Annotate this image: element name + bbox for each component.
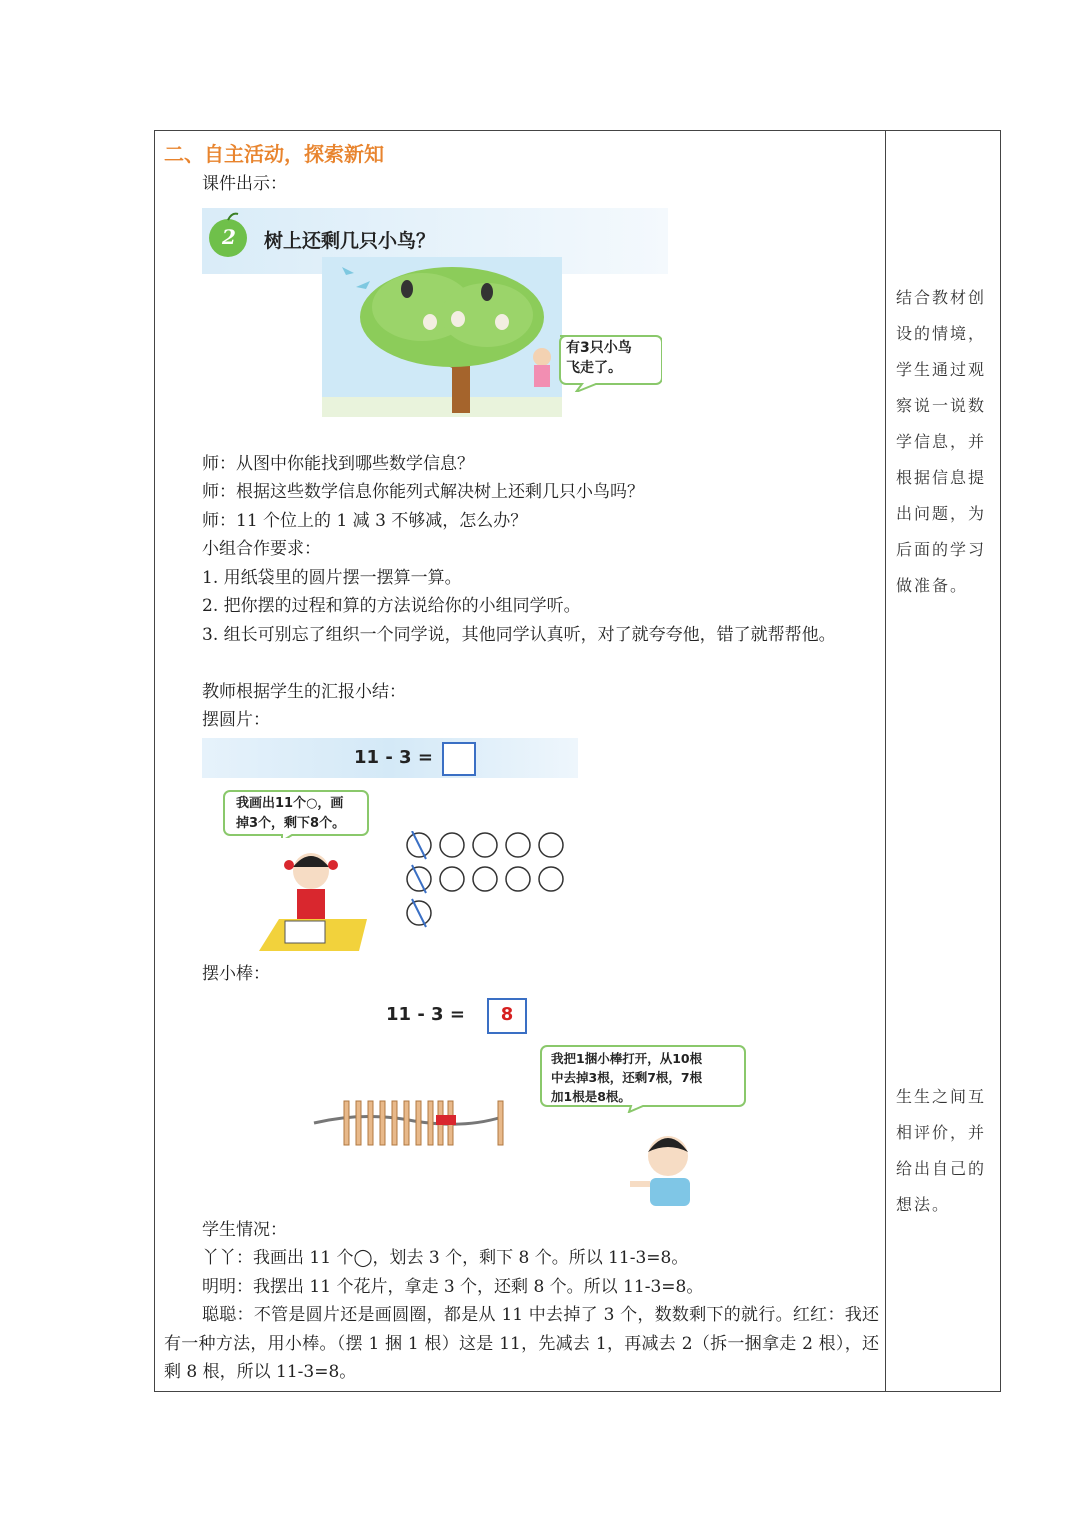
- answer-box: [443, 743, 475, 775]
- courseware-intro: 课件出示：: [202, 174, 287, 194]
- student-line: 丫丫：我画出 11 个◯，划去 3 个，剩下 8 个。所以 11-3=8。: [202, 1248, 689, 1268]
- boy-illustration: [626, 1128, 706, 1208]
- group-title: 小组合作要求：: [202, 539, 321, 559]
- circles-grid: [404, 831, 569, 931]
- method1-label: 摆圆片：: [202, 710, 270, 730]
- group-step: 2. 把你摆的过程和算的方法说给你的小组同学听。: [202, 596, 581, 616]
- note-line: 学信息，并: [896, 432, 987, 451]
- equation-banner: [202, 738, 578, 778]
- bubble-line: 飞走了。: [566, 360, 622, 376]
- problem-question: 树上还剩几只小鸟？: [264, 230, 436, 252]
- bubble-line: 加1根是8根。: [551, 1089, 631, 1104]
- answer-value: 8: [500, 1004, 514, 1025]
- student-paragraph: 聪聪：不管是圆片还是画圆圈，都是从 11 中去掉了 3 个，数数剩下的就行。红红：我还有一种方法，用小棒。（摆 1 捆 1 根）这是 11，先减去 1，再减去 2（拆一捆拿走 2 根），还剩 8 根，所以 11-3=8。: [164, 1305, 879, 1382]
- section-title: 二、自主活动，探索新知: [164, 142, 384, 166]
- equation-text: 11 - 3 =: [354, 747, 433, 768]
- speech-bubble-sticks: [539, 1043, 749, 1113]
- student-line: 明明：我摆出 11 个花片，拿走 3 个，还剩 8 个。所以 11-3=8。: [202, 1277, 704, 1297]
- bubble-line: 我画出11个○，画: [236, 796, 344, 811]
- problem-number: 2: [222, 225, 236, 249]
- teacher-question: 师：根据这些数学信息你能列式解决树上还剩几只小鸟吗？: [202, 482, 644, 502]
- side-note-2: [896, 1079, 996, 1223]
- teacher-question: 师：从图中你能找到哪些数学信息？: [202, 454, 474, 474]
- note-line: 相评价，并: [896, 1123, 987, 1142]
- group-step: 1. 用纸袋里的圆片摆一摆算一算。: [202, 568, 462, 588]
- student-intro: 学生情况：: [202, 1220, 287, 1240]
- note-line: 给出自己的: [896, 1159, 987, 1178]
- tree-birds-illustration: [322, 257, 562, 417]
- girl-illustration: [259, 843, 369, 953]
- speech-bubble-circles: [222, 788, 372, 838]
- note-line: 生生之间互: [896, 1087, 987, 1106]
- note-line: 设的情境，: [896, 324, 987, 343]
- bubble-line: 我把1捆小棒打开，从10根: [551, 1051, 703, 1066]
- summary-intro: 教师根据学生的汇报小结：: [202, 682, 406, 702]
- note-line: 做准备。: [896, 576, 969, 595]
- equation-text: 11 - 3 =: [386, 1004, 465, 1025]
- sticks-illustration: [312, 1093, 512, 1148]
- note-line: 想法。: [896, 1195, 951, 1214]
- note-line: 学生通过观: [896, 360, 987, 379]
- note-line: 察说一说数: [896, 396, 987, 415]
- bubble-line: 有3只小鸟: [566, 340, 632, 356]
- side-note-1: [896, 280, 996, 604]
- note-line: 结合教材创: [896, 288, 987, 307]
- speech-bubble-birds: [552, 330, 662, 392]
- note-line: 出问题，为: [896, 504, 987, 523]
- bubble-line: 掉3个，剩下8个。: [236, 816, 346, 831]
- equation-sticks: [386, 998, 531, 1034]
- column-divider: [885, 130, 886, 1392]
- note-line: 后面的学习: [896, 540, 987, 559]
- bubble-line: 中去掉3根，还剩7根，7根: [551, 1070, 703, 1085]
- group-step: 3. 组长可别忘了组织一个同学说，其他同学认真听，对了就夸夸他，错了就帮帮他。: [202, 625, 836, 645]
- note-line: 根据信息提: [896, 468, 987, 487]
- teacher-question: 师：11 个位上的 1 减 3 不够减，怎么办？: [202, 511, 528, 531]
- method2-label: 摆小棒：: [202, 964, 270, 984]
